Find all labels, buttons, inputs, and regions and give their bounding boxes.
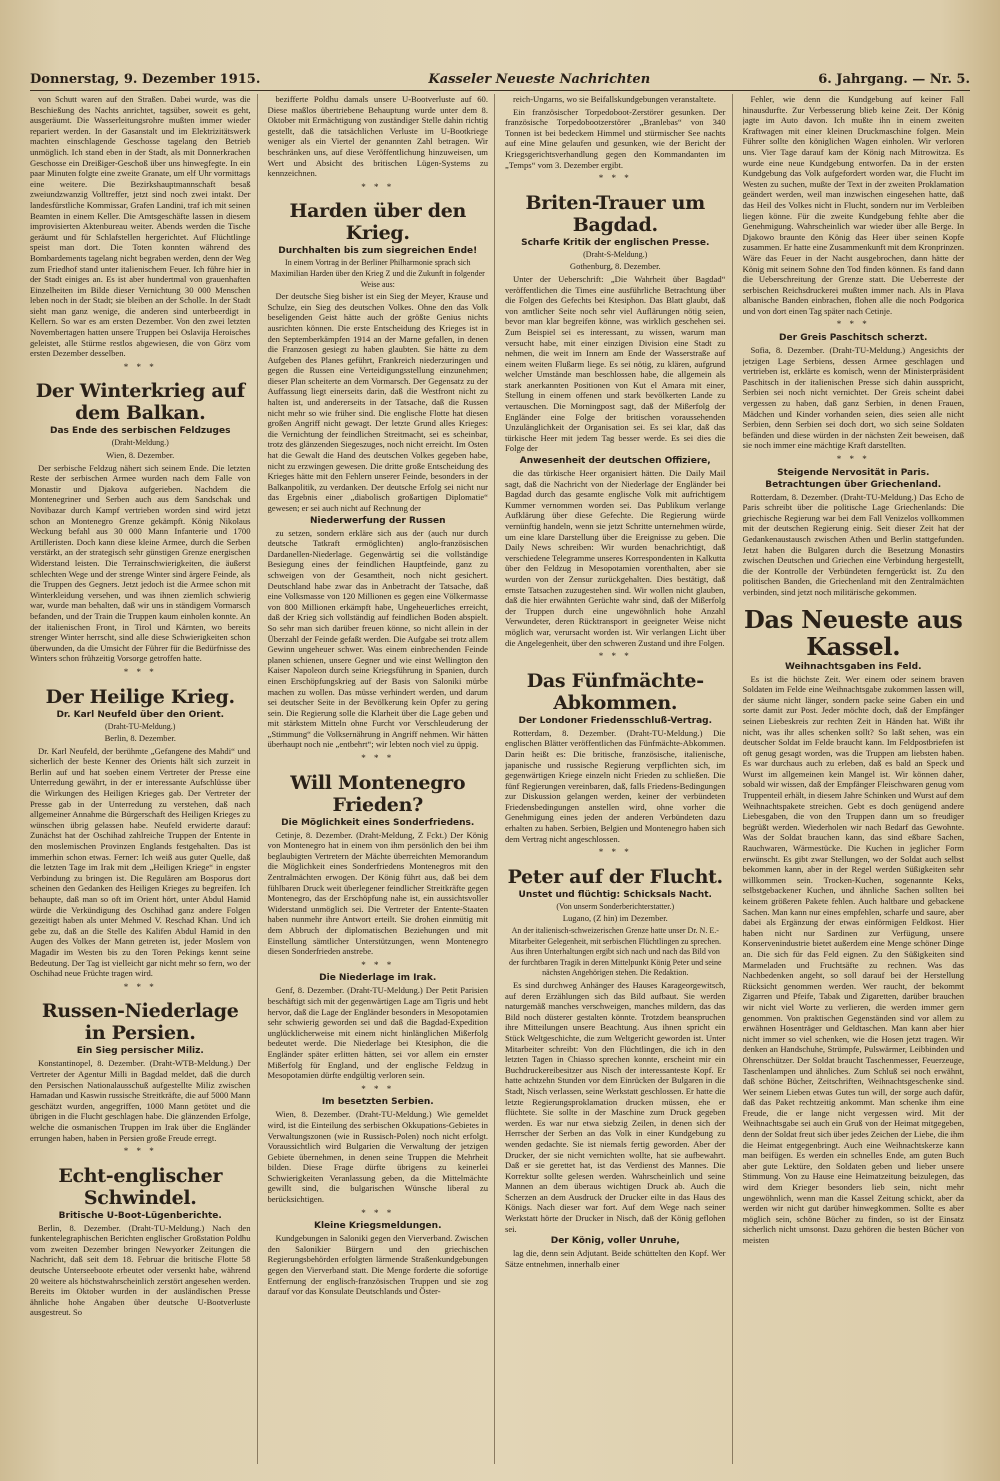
subheadline: Betrachtungen über Griechenland. [765, 479, 942, 490]
article-text: Konstantinopel, 8. Dezember. (Draht-WTB-Meldung.) Der Vertreter der Agentur Milli in Bagdad meldet, daß die durch den Persischen Nationalausschuß aufgestellte Miliz zwischen Hamadan und Kaswin russische Streitkräfte, die auf 5000 Mann geschätzt wurden, angegriffen, 1000 Mann getötet und die übrigen in die Flucht geschlagen habe. Die glänzenden Erfolge, welche die osmanischen Truppen im Irak über die Engländer errungen haben, haben in Persien große Freude erregt. [30, 1058, 251, 1143]
headline: Die Niederlage im Irak. [319, 973, 437, 984]
separator: * * * [598, 651, 632, 662]
subheadline: Weihnachtsgaben ins Feld. [784, 661, 922, 672]
subheadline: Durchhalten bis zum siegreichen Ende! [278, 246, 478, 257]
article-text: von Schutt waren auf den Straßen. Dabei wurde, was die Beschießung des Nachts anrichtet, tagsüber, soweit es geht, ausgeräumt. Die Wasserleitungsrohre mußten immer wieder repariert werden. In der Gasanstalt und im Elektrizitätswerk machten einschlagende Geschosse tagelang den Betrieb unmöglich. Ich stand eben in der Stadt, als mit Donnerkrachen Geschosse ein Dreißiger-Geschoß über uns hinwegfegte. In ein paar Minuten folgte eine zweite Granate, um elf Uhr vormittags eine weitere. Die Bezirkshauptmannschaft besaß zweiundzwanzig Volltreffer, jetzt sind noch zwei intakt. Der landesfürstliche Kommissar, Grafen Landini, traf ich mit seinen Beamten in einem Keller. Die Amtsgeschäfte lassen in diesem improvisierten Aktenbureau weiter. Abends werden die Tische geräumt und für Schlafstellen hergerichtet. Auf Flüchtlinge speist man dort. Die Toten konnten während des Bombardements tagelang nicht begraben werden, denn der Weg zum Friedhof stand unter italienischem Feuer. Ich führe hier in der Stadt einiges an. Es ist aber hundertmal von grauenhaften Einzelheiten im Bilde dieser Vernichtung 30 000 Menschen leben noch in der Stadt; sie bleiben an der Scholle. In der Stadt sieht man ganz wenige, die anderen sind unterbeerdigt in Kellern. So war es am ersten Dezember. Von den zwei letzten Novembertagen hatten unsere Truppen bei Oslavija Heroisches geleistet, alle Stürme restlos abgewiesen, die von Görz vom ersten Dezember desselben. [30, 94, 251, 359]
headline: Das Fünfmächte-Abkommen. [526, 669, 704, 714]
article-text: die das türkische Heer organisiert hätten. Die Daily Mail sagt, daß die Nachricht von der Niederlage der Engländer bei Bagdad durch das gesamte englische Volk mit aufrichtigem Kummer vernommen worden sei. Das Publikum verlange Aufklärung über diese Gefechte. Die Regierung würde vernünftig handeln, wenn sie jetzt Schritte unternehmen würde, um eine klare Darstellung über die Ereignisse zu geben. Die Daily News schreiben: Wir wurden benachrichtigt, daß verschiedene Telegramme unseres Korrespondenten in Kalkutta über den Feldzug in Mesopotamien vorenthalten, aber sie wurden von der Zensur zurückgehalten. Dies bestätigt, daß ernste Tatsachen zuzugestehen sind. Wir wollen nicht glauben, daß die hier erwähnten Gerüchte wahr sind, daß der Mißerfolg der Truppen durch eine ungewöhnlich hohe Anzahl Verwundeter, deren Rücktransport in geeigneter Weise nicht möglich war, verursacht worden ist. Wir verlangen Licht über die Angelegenheit, über den schweren Zustand und ihre Folgen. [505, 468, 726, 648]
column-1 [30, 94, 258, 1464]
headline: Der Heilige Krieg. [45, 685, 235, 708]
separator: * * * [123, 1146, 157, 1157]
subheadline: Scharfe Kritik der englischen Presse. [521, 237, 710, 248]
source: (Draht-Meldung.) [111, 438, 169, 448]
article-text: Unter der Ueberschrift: „Die Wahrheit über Bagdad“ veröffentlichen die Times eine ausführliche Betrachtung über die Folgen des Gefechts bei Ktesiphon. Das Blatt glaubt, daß von amtlicher Seite noch sehr viel Auflärungen nötig seien, bevor man klar begreifen könne, was wirklich geschehen sei. Zum Beispiel sei es interessant, zu wissen, warum man versucht habe, mit einer einzigen Division eine Stadt zu nehmen, die weit im Innern am Ende der Wasserstraße auf einem weiten Flußarm liege. Es sei nötig, zu klären, aufgrund welcher Umstände man beschlossen habe, die allgemein als stark anerkannten Positionen von Kut el Amara mit einer, Stellung in einem offenen und stark bevölkerten Lande zu vertauschen. Die Morningpost sagt, daß der Mißerfolg der Engländer eine Folge der britischen voraussehenden Unzulänglichkeit der Organisation sei. Es sei klar, daß das türkische Heer mit jedem Tag besser werde. Es sei dies die Folge der [505, 273, 726, 454]
separator: * * * [836, 454, 870, 464]
subheadline: Unstet und flüchtig: Schicksals Nacht. [518, 889, 712, 900]
separator: * * * [123, 361, 157, 372]
column-2 [268, 94, 496, 1464]
headline: Harden über den Krieg. [289, 200, 467, 245]
article-text: Genf, 8. Dezember. (Draht-TU-Meldung.) Der Petit Parisien beschäftigt sich mit der gegenwärtigen Lage am Tigris und hebt hervor, daß die Lage der Engländer besonders in Mesopotamien sehr schwierig geworden sei und daß die Bagdad-Expedition unglücklicherweise mit einem nicht hinlänglichen Mißerfolg bedeutet werde. Die Niederlage bei Ktesiphon, die die Engländer später erlitten hätten, sei vor allem ein ernster Mißerfolg für England, und der englische Feldzug in Mesopotamien dürfte endgültig verloren sein. [267, 985, 488, 1081]
column-3 [505, 94, 733, 1464]
separator: * * * [361, 181, 395, 192]
separator: * * * [361, 753, 395, 764]
page-header [30, 68, 970, 91]
subheadline: Ein Sieg persischer Miliz. [76, 1046, 204, 1057]
article-text: Ein französischer Torpedoboot-Zerstörer gesunken. Der französische Torpedobootzerstörer „Branlebas“ von 340 Tonnen ist bei bedeckem Himmel und stürmischer See nachts auf eine Mine gelaufen und gesunken, wie der Bericht der Kriegsgerichtsverhandlung gegen den Kommandanten im „Temps“ vom 3. Dezember ergibt. [505, 106, 726, 170]
article-text: Fehler, wie denn die Kundgebung auf keiner Fall hinausdurfte. Zur Verbesserung blieb keine Zeit. Der König jagte im Auto davon. Ich mußte ihn in einem zweiten Kraftwagen mit einer kleinen Druckmaschine folgen. Mein Führer sollte den königlichen Wagen einholen. Wir verloren uns. Vier Tage darauf kam der König nach Mitrowitza. Es wurde eine neue Kundgebung entworfen. Da in der ersten Kundgebung das Volk aufgefordert worden war, die Flucht im Westen zu suchen, mußte der Text in der zweiten Proklamation geändert werden, weil man inzwischen eingesehen hatte, daß das Heil des Volkes nicht in Flucht, sondern nur im Verbleiben liegen könne. Für die zweite Kundgebung fehlte aber die Genehmigung. Wahrscheinlich war wieder über alle Berge. In Djakowo braunte den König das Heer über seinen Kopfe zusammen. Er hatte eine Zusammenkunft mit dem Kronprinzen. Wäre das Feuer in der Nacht ausgebrochen, dann hätte der König mit seinem Sohne den Tod finden können. Es fand dann die Ueberschreitung der Grenze statt. Die Ueberreste der serbischen Reichsdruckerei mußten immer nach. Als in Plava albanische Banden einbrachen, flohen alle die noch Podgorica und von dort einen Tag später nach Cetinje. [742, 94, 964, 316]
article-text: Dr. Karl Neufeld, der berühmte „Gefangene des Mahdi“ und sicherlich der beste Kenner des Orients hält sich zurzeit in Berlin auf und hat soeben einem Vertreter der Presse eine Unterredung gewährt, in der er interessante Aufschlüsse über die Wirkungen des Heiligen Krieges gab. Der Vertreter der Presse gab in der Unterredung zu verstehen, daß nach allgemeiner Annahme die Bürgerschaft des Heiligen Krieges zu wünschen übrig gelassen habe. Neufeld erwiderte darauf: Zunächst hat der Oschihad zahlreiche Truppen der Entente in den moslemischen Provinzen Englands festgehalten. Das ist immerhin schon etwas. Ferner: Ich weiß aus guter Quelle, daß die letzten Tage im Irak mit dem „Heiligen Kriege“ in engster Verbindung zu bringen ist. Die Regulären am Bosporus dort scheinen den Gedanken des Heiligen Krieges zu begreifen. Ich behaupte, daß man so oft im Orient hört, unter Abdul Hamid würde die Verkündigung des Oschihad ganz andere Folgen gezeitigt haben als unter Mehmed V. Reschad Khan. Und ich gebe zu, daß an die Stelle des Kalifen Abdul Hamid in den Augen des Volkes der Mann getreten ist, jeder Moslem von Magadir im Westen bis zu den Toren Pekings kennt seine Bedeutung. Der Tag ist vielleicht gar nicht mehr so fern, wo der Oschihad neue Früchte tragen wird. [30, 745, 251, 979]
separator: * * * [361, 1083, 395, 1094]
article-text: Rotterdam, 8. Dezember. (Draht-TU-Meldung.) Die englischen Blätter veröffentlichen das Fünfmächte-Abkommen. Darin heißt es: Die britische, französische, italienische, japanische und russische Regierung verpflichten sich, im gegenwärtigen Kriege einzeln nicht Frieden zu schließen. Die fünf Regierungen vereinbaren, daß, falls Friedens-Bedingungen zur Diskussion gelangen werden, keiner der verbündeten Friedensbedingungen anstellen wird, ohne vorher die Genehmigung eines jeden der anderen Verbündeten dazu erhalten zu haben. Serbien, Belgien und Montenegro haben sich dem Vertrag nicht angeschlossen. [505, 727, 726, 844]
article-text: Rotterdam, 8. Dezember. (Draht-TU-Meldung.) Das Echo de Paris schreibt über die politische Lage Griechenlands: Die griechische Regierung war bei dem Fall Venizelos vollkommen mit der deutschen Regierung einig. Seit dieser Zeit hat der Gedankenaustausch zwischen Athen und Berlin stattgefunden. Jetzt haben die Bulgaren durch die Besetzung Monastirs zwischen Deutschen und Griechen eine Verbindung hergestellt, die der Kontrolle der Verbündeten ferngerückt ist. Zu den politischen Banden, die Griechenland mit den Zentralmächten verbinden, sind jetzt noch militärische gekommen. [742, 491, 964, 597]
section-heading: Anwesenheit der deutschen Offiziere, [519, 456, 711, 467]
dateline: Wien, 8. Dezember. [106, 450, 175, 461]
article-note: An der italienisch-schweizerischen Grenze hatte unser Dr. N. E.-Mitarbeiter Gelegenheit, mit serbischen Flüchtlingen zu sprechen. Aus ihren Unterhaltungen ergibt sich nach und nach das Bild von der furchtbaren Tragik in deren Mittelpunkt König Peter und seine nächsten Angehörigen stehen. Die Redaktion. [508, 926, 722, 978]
headline: Peter auf der Flucht. [507, 865, 723, 888]
separator: * * * [836, 319, 870, 330]
article-text: Es sind durchweg Anhänger des Hauses Karageorgewitsch, auf deren Erzählungen sich das Bild aufbaut. Sie werden naturgemäß manches verschweigen, manches mildern, das das Bild noch düsterer gestalten könnte. Trotzdem beanspruchen ihre Mitteilungen unsere Beachtung. Aus ihnen spricht ein Stück Weltgeschichte, die zum Weltgericht geworden ist. Unter Mitarbeiter schreibt: Von den Flüchtlingen, die ich in den letzten Tagen in Chiasso sprechen konnte, erscheint mir ein Buchdruckereibesitzer aus Nisch der interessanteste Kopf. Er hatte achtzehn Stunden vor dem Einrücken der Bulgaren in die Stadt, Nisch verlassen, seine Werkstatt geschlossen. Er hatte die letzte Regierungsproklamation drucken müssen, ehe er flüchtete. Sie sollte in der Maschine zum Druck gegeben werden. Es war nur etwa siebzig Zeilen, in denen sich der Herrscher der Serben an das Volk in einer Kundgebung zu wenden gedachte. Sie ist niemals fertig geworden. Aber der Drucker, der sie nicht vernichten wollte, hat sie aufbewahrt. Daß er sie gerettet hat, ist das Verdienst des Mannes. Die Korrektur sollte gelesen werden. Wahrscheinlich und seine Mannen an dem überaus wichtigen Druck ab. Auch die Scherzen an dem Ausdruck der Drucker eilte in das Haus des Königs. Nach dieser war fort. Auf dem Wege nach seiner Werkstatt hörte der Drucker in Nisch, daß der König geflohen sei. [505, 980, 726, 1234]
source: (Draht-S-Meldung.) [583, 249, 648, 259]
source: (Von unserm Sonderberichterstatter.) [556, 901, 675, 911]
article-note: In einem Vortrag in der Berliner Philharmonie sprach sich Maximilian Harden über den Krieg Z und die Zukunft in folgender Weise aus: [270, 258, 485, 289]
columns [30, 94, 970, 1464]
subheadline: Dr. Karl Neufeld über den Orient. [56, 709, 225, 720]
article-text: lag die, denn sein Adjutant. Beide schüttelten den Kopf. Wer Sätze entnehmen, innerhalb einer [505, 1248, 726, 1269]
header-issue: 6. Jahrgang. — Nr. 5. [818, 71, 970, 87]
article-text: Wien, 8. Dezember. (Draht-TU-Meldung.) Wie gemeldet wird, ist die Einteilung des serbischen Okkupations-Gebietes in Verwaltungszonen (wie in Russisch-Polen) noch nicht erfolgt. Voraussichtlich wird Bulgarien die Verwaltung der jetzigen Gebiete übernehmen, in denen seine Truppen die Mehrheit bilden. Diese Frage dürfte übrigens zu keinerlei Schwierigkeiten Veranlassung geben, da die Mittelmächte gewillt sind, die bulgarischen Wünsche liberal zu berücksichtigen. [267, 1109, 488, 1205]
article-text: Der deutsche Sieg bisher ist ein Sieg der Meyer, Krause und Schulze, ein Sieg des deutschen Volkes. Ohne den das Volk beseligenden Geist hätte auch der größte Genius nichts ausrichten können. Die erste Entscheidung des Krieges ist in den Septemberkämpfen 1914 an der Marne gefallen, in denen die Franzosen gesiegt zu haben glaubten. Sie hätte zu dem Aufgeben des Planes geführt, Frankreich niederzuringen und gegen die Russen eine Verteidigungsstellung einzunehmen; dieser Plan scheiterte an dem Vormarsch. Der Gegensatz zu der Auffassung liegt einerseits darin, daß die Westfront nicht zu halten ist, und andererseits in der Tatsache, daß die Russen nicht mehr so wie früher sind. Die englische Flotte hat diesen großen Angriff nicht gewagt. Der letzte Grund alles Krieges: die Vernichtung der feindlichen Streitmacht, sei es scheinbar, trotz des glänzenden Siegeszuges, noch nicht erreicht. Im Osten hat die Gewalt die Hand des deutschen Volkes gegeben habe, nicht zu erzwingen gewesen. Die dritte große Entscheidung des Krieges hätte mit den Fehlern unserer Feinde, besonders in der Balkanpolitik, zu verdanken. Der deutsche Erfolg sei nicht nur das Ergebnis einer „diabolisch großartigen Diplomatie“ gewesen; er sei auch nicht auf Rechnung der [267, 291, 488, 513]
dateline: Berlin, 8. Dezember. [104, 733, 176, 744]
article-text: Sofia, 8. Dezember. (Draht-TU-Meldung.) Angesichts der jetzigen Lage Serbiens, dessen Armee geschlagen und vertrieben ist, erklärte es komisch, wenn der Ministerpräsident Paschitsch in der italienischen Presse sich dahin ausspricht, Serbien sei noch nicht vernichtet. Der Greis scheint dabei vergessen zu haben, daß ganz Serbien, in denen Frauen, Mädchen und Kinder vorhanden seien, dies seien alle nicht Serbien, denn Serbien sei doch dort, wo sich seine Soldaten befänden und diese würden in der nächsten Zeit beweisen, daß sie noch immer eine mächtige Kraft darstellten. [742, 345, 964, 451]
headline: Echt-englischer Schwindel. [58, 1164, 223, 1209]
headline: Russen-Niederlage in Persien. [41, 1000, 239, 1045]
article-text: Kundgebungen in Saloniki gegen den Vierverband. Zwischen den Salonikier Bürgern und den griechischen Regierungsbehörden erfolgten lärmende Straßenkundgebungen gegen den Vierverband statt. Die Menge forderte die sofortige Entfernung der englisch-französischen Truppen und sie zog darauf vor das Konsulate Deutschlands und Öster- [267, 1233, 488, 1297]
separator: * * * [123, 981, 157, 992]
headline: Briten-Trauer um Bagdad. [525, 191, 705, 236]
headline: Steigende Nervosität in Paris. [777, 467, 930, 478]
article-text: zu setzen, sondern erkläre sich aus der (auch nur durch deutsche Tatkraft ermöglichten) anglo-französischen Dardanellen-Niederlage. Gegenwärtig sei die vollständige Besiegung eines der feindlichen Hauptfeinde, ganz zu schweigen von der Gesamtheit, noch nicht gesichert. Deutschland habe zwar das in Anbetracht der Tatsache, daß eine Volksmasse von 120 Millionen es gegen eine Völkermasse von 800 Millionen erkämpft habe, Ungeheuerliches erreicht, daß der Krieg sich vollständig auf feindlichen Boden abspielt. So sehr man sich darüber freuen könne, so nicht allein in der Überzahl der Feinde gefaßt werden. Die Aufgabe sei trotz allem Gewinn ungeheuer schwer. Was einem einbrechenden Feinde planen schienen, unsere Gegner und wie einst Wellington den Kaiser Napoleon durch seine Kriegsführung in Spanien, durch einen Erschöpfungskrieg auf der Basis von Saloniki mürbe machen zu wollen. Das müsse verhindert werden, und darum sei deutscher Seite in der Bevölkerung kein Opfer zu gering sein. Die Regierung solle die Klarheit über die Lage geben und mit stärkstem Mitteln ohne Furcht vor Verschleuderung der „Stimmung“ die Volksernährung in Angriff nehmen. Wir hätten überhaupt noch nie „entbehrt“; wir lebten noch viel zu üppig. [267, 527, 488, 750]
subheadline: Die Möglichkeit eines Sonderfriedens. [281, 817, 475, 828]
article-text: Der serbische Feldzug nähert sich seinem Ende. Die letzten Reste der serbischen Armee wurden nach dem Falle von Monastir und Djakova aufgerieben. Nachdem die Montenegriner und Serben auch aus dem Sandschak und Novibazar durch Kampf vertrieben worden sind wird jetzt schon an Montenegro Grenze gekämpft. König Nikolaus Weckung befahl aus 30 000 Mann Infanterie und 1700 Artilleristen. Doch kann diese kleine Armee, durch die Serben verstärkt, an der strategisch sehr günstigen Grenze energischen Widerstand leisten. Die Terrainschwierigkeiten, die äußerst schlechten Wege und der strenge Winter sind ärgere Feinde, als die Truppen des Gegners. Jetzt jedoch ist die Armee schon mit Winterkleidung versehen, und was ihnen ziemlich schwierig war, wurde man behalten, daß wir uns in ständigem Vormarsch befanden, und der Train die Truppen kaum einholen konnte. An der italienischen Front, in Tirol und Kärnten, wo bereits strenger Winter herrscht, sind alle diese Schwierigkeiten schon überwunden, da die Umsicht der Führer für die Bedürfnisse des Winters schon frühzeitig Vorsorge getroffen hatte. [30, 462, 251, 664]
subheadline: Der Londoner Friedensschluß-Vertrag. [518, 715, 713, 726]
article-text: Cetinje, 8. Dezember. (Draht-Meldung, Z Fckt.) Der König von Montenegro hat in einem von ihm persönlich den bei ihm beglaubigten Vertretern der Mächte überreichten Memorandum die Möglichkeit eines Sonderfriedens Montenegros mit den Zentralmächten erwogen. Der König führt aus, daß bei dem fühlbaren Druck weit überlegener feindlicher Streitkräfte gegen Montenegro, das der Erschöpfung nahe ist, ein aussichtsvoller Widerstand unmöglich sei. Die Vertreter der Entente-Staaten haben nunmehr ihre Antwort erteilt. Sie drohen einmütig mit dem Abbruch der diplomatischen Beziehungen und mit Einstellung sämtlicher Unterstützungen, wenn Montenegro diesen Sonderfrieden anstrebe. [267, 829, 488, 957]
headline: Will Montenegro Frieden? [290, 771, 466, 816]
article-text: Berlin, 8. Dezember. (Draht-TU-Meldung.) Nach den funkentelegraphischen Berichten englischer Großstation Poldhu vom zweiten Dezember bringen Newyorker Zeitungen die Nachricht, daß seit dem 18. Februar die britische Flotte 58 deutsche Unterseeboote erbeutet oder versenkt habe, während 20 weitere als höchstwahrscheinlich zerstört angesehen werden. Bereits im Oktober wurden in der ausländischen Presse ähnliche hohe Angaben über deutsche U-Bootverluste ausgestreut. So [30, 1222, 251, 1318]
headline: Der Winterkrieg auf dem Balkan. [35, 380, 245, 425]
section-heading: Niederwerfung der Russen [309, 515, 446, 526]
column-4 [743, 94, 971, 1464]
separator: * * * [598, 173, 632, 184]
article-text: reich-Ungarns, wo sie Beifallskundgebungen veranstaltete. [513, 94, 716, 104]
dateline: Gothenburg, 8. Dezember. [569, 261, 661, 272]
headline: Im besetzten Serbien. [321, 1097, 434, 1108]
headline: Kleine Kriegsmeldungen. [314, 1221, 442, 1232]
headline: Der Greis Paschitsch scherzt. [779, 333, 928, 344]
article-text: Es ist die höchste Zeit. Wer einem oder seinem braven Soldaten im Felde eine Weihnachtsgabe zukommen lassen will, der säume nicht länger, sondern packe seine Gaben ein und sorte damit zur Post. Jeder möchte doch, daß der Empfänger seinen Liebeskreis zur rechten Zeit in Händen hat. Wißt ihr nicht, was ihr alles schenken sollt? So laßt sehen, was ein deutscher Soldat im Felde braucht kann. Im Feldpostbriefen ist oft genug gesagt worden, was die Truppen am liebsten haben. Es war durchaus auch zu erleben, daß es bald an Speck und Wurst im allgemeinen kein Mangel ist. Wir können daher, sobald wir wissen, daß der Empfänger Fleischwaren genug vom Truppenteil erhält, in diesem Jahre Schinken und Wurst auf dem Weihnachtspakete streichen. Gebt es doch genügend andere Liebesgaben, die von den Truppen dann um so freudiger begrüßt werden. Wiederholen wir nach Bedarf das Gewohnte. Was der Soldat brauchen kann, das sind eßbare Sachen, Rauchwaren, Wärmestücke. Die Kuchen in jeglicher Form erwünscht. Es gibt zwar Stellungen, wo der Soldat auch selbst bekommen kann, aber in der Regel werden Süßigkeiten sehr willkommen sein. Trocken-Kuchen, sogenannte Keks, selbstgebackener Kuchen, und ähnliche Sachen sollten bei keinem größeren Pakete fehlen. Auch haltbare und gebackene Sachen. Man kann nur eines empfehlen, scharfe und saure, aber dabei als Ergänzung der etwas einförmigen Feldkost. Hier haben nicht nur Sardinen zur Verfügung, unsere Konservenindustrie bietet außerdem eine Menge schöner Dinge an. Die sich für das Feld eignen. Zu den Süßigkeiten sind Marmeladen und Fruchtsäfte zu rechnen. Was das Nachbedenken angeht, so soll darauf bei der Herstellung Rücksicht genommen werden. Wer raucht, der bekommt Zigarren und Pfeife, Tabak und Zigaretten, darüber brauchen wir nicht viel Worte zu verlieren, die werden immer gern genommen. Von praktischen Gegenständen sind vor allem zu erwähnen Hosenträger und Geldtaschen. Man kann aber hier nicht immer so viel schenken, wie die Hosen jetzt tragen. Wir denken an Handschuhe, Strümpfe, Pulswärmer, Leibbinden und Ohrenschützer. Der Soldat braucht Taschenmesser, Feuerzeuge, Taschenlampen und ähnliches. Zum Schluß sei noch erwähnt, daß schöne Bücher, Zeitschriften, Weihnachtsgeschenke sind. Wer seinem Lieben etwas Gutes tun will, der sorge auch dafür, daß das Paket rechtzeitig ankommt. Man schenke ihm eine Freude, die er lange nicht vergessen wird. Mit der Weihnachtsgabe sei auch ein Gruß von der Heimat mitgegeben, denn der Soldat freut sich über jedes Zeichen der Liebe, die ihm die Heimat entgegenbringt. Auch eine Weihnachtskerze kann man beifügen. Es werden ein schnelles Ende, am guten Buch aber gute Lektüre, den Soldaten geben und lieber unsere Stimmung. Von zu Hause eine Heimatzeitung beizulegen, das wird dem Krieger besonders lieb sein, nicht mehr ungewöhnlich, wenn man die Kassel Zeitung schickt, aber da werden wir nicht gut darüber hinwegkommen. Sollte es aber möglich sein, schöne Bücher zu finden, so ist der Einsatz sicherlich nicht umsonst. Dazu gehören die besten Bücher von meisten [742, 673, 964, 1245]
headline: Das Neueste aus Kassel. [744, 604, 963, 661]
separator: * * * [598, 847, 632, 858]
dateline: Lugano, (Z hin) im Dezember. [562, 913, 668, 924]
separator: * * * [123, 666, 157, 677]
header-title: Kasseler Neueste Nachrichten [428, 71, 651, 87]
separator: * * * [361, 959, 395, 970]
header-date: Donnerstag, 9. Dezember 1915. [30, 71, 261, 87]
section-heading: Der König, voller Unruhe, [550, 1236, 680, 1247]
subheadline: Das Ende des serbischen Feldzuges [50, 426, 231, 437]
article-text: bezifferte Poldhu damals unsere U-Bootverluste auf 60. Diese maßlos übertriebene Behauptung wurde unter dem 8. Oktober mit Ermächtigung von zuständiger Stelle dahin richtig gestellt, daß die tatsächlichen Verluste im U-Bootkriege weniger als ein Viertel der genannten Zahl betragen. Wir beschränken uns, auf diese Veröffentlichung hinzuweisen, um Wert und Absicht des britischen Lügen-Systems zu kennzeichnen. [267, 94, 488, 179]
source: (Draht-TU-Meldung.) [105, 721, 176, 731]
separator: * * * [361, 1207, 395, 1218]
subheadline: Britische U-Boot-Lügenberichte. [58, 1210, 222, 1221]
